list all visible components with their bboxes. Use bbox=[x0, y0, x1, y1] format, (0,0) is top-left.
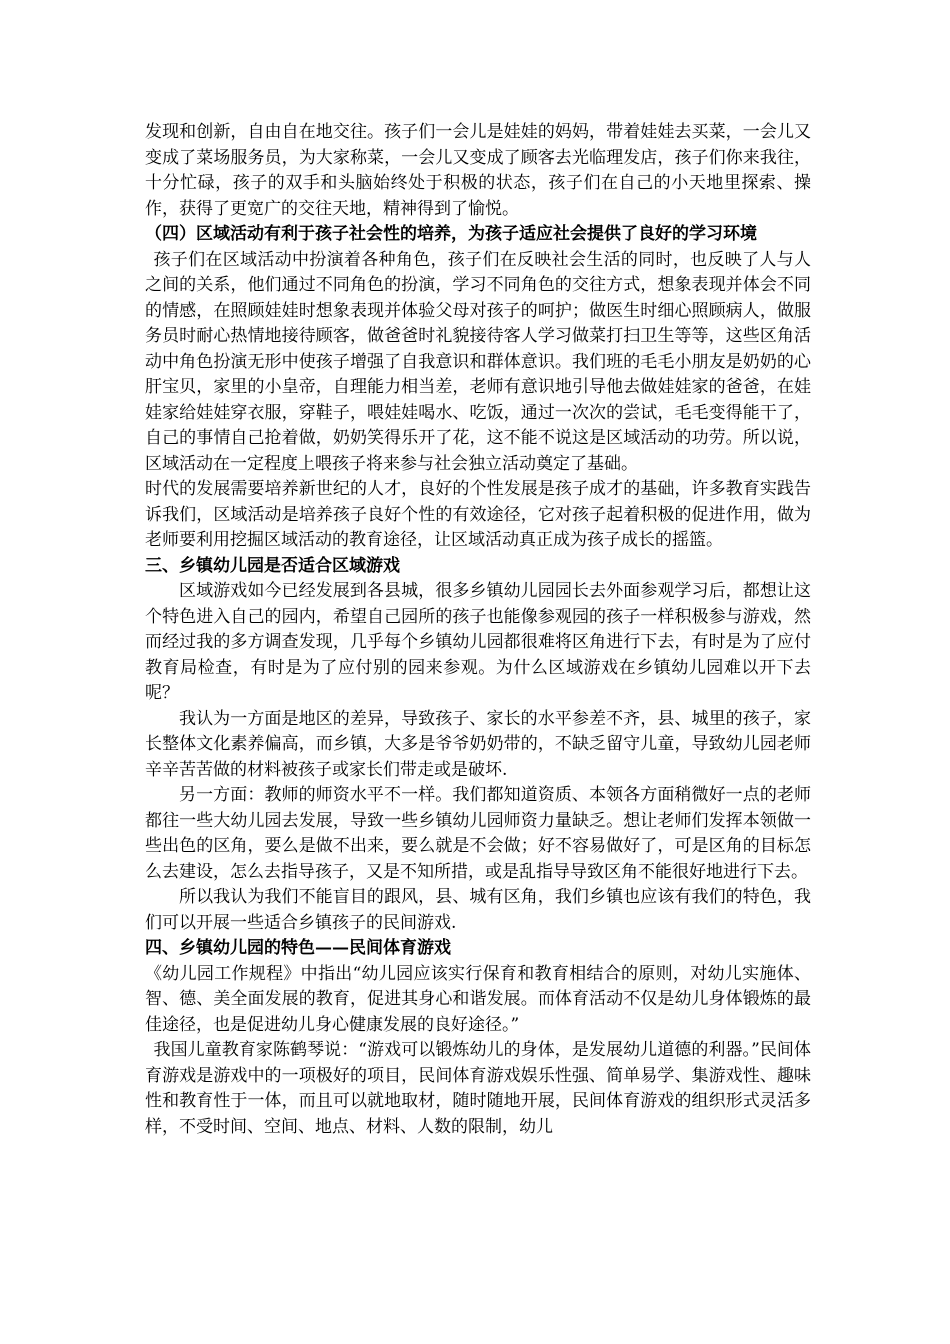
heading-part-3: 三、乡镇幼儿园是否适合区域游戏 bbox=[145, 555, 400, 576]
paragraph-3: 时代的发展需要培养新世纪的人才，良好的个性发展是孩子成才的基础，许多教育实践告诉我们，区域活动是培养孩子良好个性的有效途径，它对孩子起着积极的促进作用，做为老师要利用挖掘区域活动的教育途径，让区域活动真正成为孩子成长的摇篮。 bbox=[145, 479, 811, 550]
paragraph-9: 我国儿童教育家陈鹤琴说：“游戏可以锻炼幼儿的身体，是发展幼儿道德的利器。”民间体育游戏是游戏中的一项极好的项目，民间体育游戏娱乐性强、简单易学、集游戏性、趣味性和教育性于一体，而且可以就地取材，随时随地开展，民间体育游戏的组织形式灵活多样，不受时间、空间、地点、材料、人数的限制，幼儿 bbox=[145, 1040, 811, 1137]
paragraph-7: 所以我认为我们不能盲目的跟风，县、城有区角，我们乡镇也应该有我们的特色，我们可以开展一些适合乡镇孩子的民间游戏. bbox=[145, 887, 811, 933]
paragraph-1: 发现和创新，自由自在地交往。孩子们一会儿是娃娃的妈妈，带着娃娃去买菜，一会儿又变成了菜场服务员，为大家称菜，一会儿又变成了顾客去光临理发店，孩子们你来我往，十分忙碌，孩子的双手和头脑始终处于积极的状态，孩子们在自己的小天地里探索、操作，获得了更宽广的交往天地，精神得到了愉悦。 bbox=[145, 122, 811, 219]
heading-section-4: （四）区域活动有利于孩子社会性的培养，为孩子适应社会提供了良好的学习环境 bbox=[145, 224, 757, 244]
paragraph-4: 区域游戏如今已经发展到各县城，很多乡镇幼儿园园长去外面参观学习后，都想让这个特色进入自己的园内，希望自己园所的孩子也能像参观园的孩子一样积极参与游戏，然而经过我的多方调查发现，几乎每个乡镇幼儿园都很难将区角进行下去，有时是为了应付教育局检查，有时是为了应付别的园来参观。为什么区域游戏在乡镇幼儿园难以开下去呢？ bbox=[145, 581, 811, 703]
paragraph-6: 另一方面：教师的师资水平不一样。我们都知道资质、本领各方面稍微好一点的老师都往一些大幼儿园去发展，导致一些乡镇幼儿园师资力量缺乏。想让老师们发挥本领做一些出色的区角，要么是做不出来，要么就是不会做；好不容易做好了，可是区角的目标怎么去建设，怎么去指导孩子，又是不知所措，或是乱指导导致区角不能很好地进行下去。 bbox=[145, 785, 811, 882]
paragraph-2: 孩子们在区域活动中扮演着各种角色，孩子们在反映社会生活的同时，也反映了人与人之间的关系，他们通过不同角色的扮演，学习不同角色的交往方式，想象表现并体会不同的情感，在照顾娃娃时想象表现并体验父母对孩子的呵护；做医生时细心照顾病人，做服务员时耐心热情地接待顾客，做爸爸时礼貌接待客人学习做菜打扫卫生等等，这些区角活动中角色扮演无形中使孩子增强了自我意识和群体意识。我们班的毛毛小朋友是奶奶的心肝宝贝，家里的小皇帝，自理能力相当差，老师有意识地引导他去做娃娃家的爸爸，在娃娃家给娃娃穿衣服，穿鞋子，喂娃娃喝水、吃饭，通过一次次的尝试，毛毛变得能干了，自己的事情自己抢着做，奶奶笑得乐开了花，这不能不说这是区域活动的功劳。所以说，区域活动在一定程度上喂孩子将来参与社会独立活动奠定了基础。 bbox=[145, 249, 811, 474]
heading-part-4: 四、乡镇幼儿园的特色——民间体育游戏 bbox=[145, 938, 451, 958]
paragraph-5: 我认为一方面是地区的差异，导致孩子、家长的水平参差不齐，县、城里的孩子，家长整体文化素养偏高，而乡镇，大多是爷爷奶奶带的，不缺乏留守儿童，导致幼儿园老师辛辛苦苦做的材料被孩子或家长们带走或是破坏. bbox=[145, 708, 811, 780]
paragraph-8: 《幼儿园工作规程》中指出“幼儿园应该实行保育和教育相结合的原则，对幼儿实施体、智、德、美全面发展的教育，促进其身心和谐发展。而体育活动不仅是幼儿身体锻炼的最佳途径，也是促进幼儿身心健康发展的良好途径。” bbox=[145, 963, 811, 1035]
document-page bbox=[145, 120, 811, 1140]
